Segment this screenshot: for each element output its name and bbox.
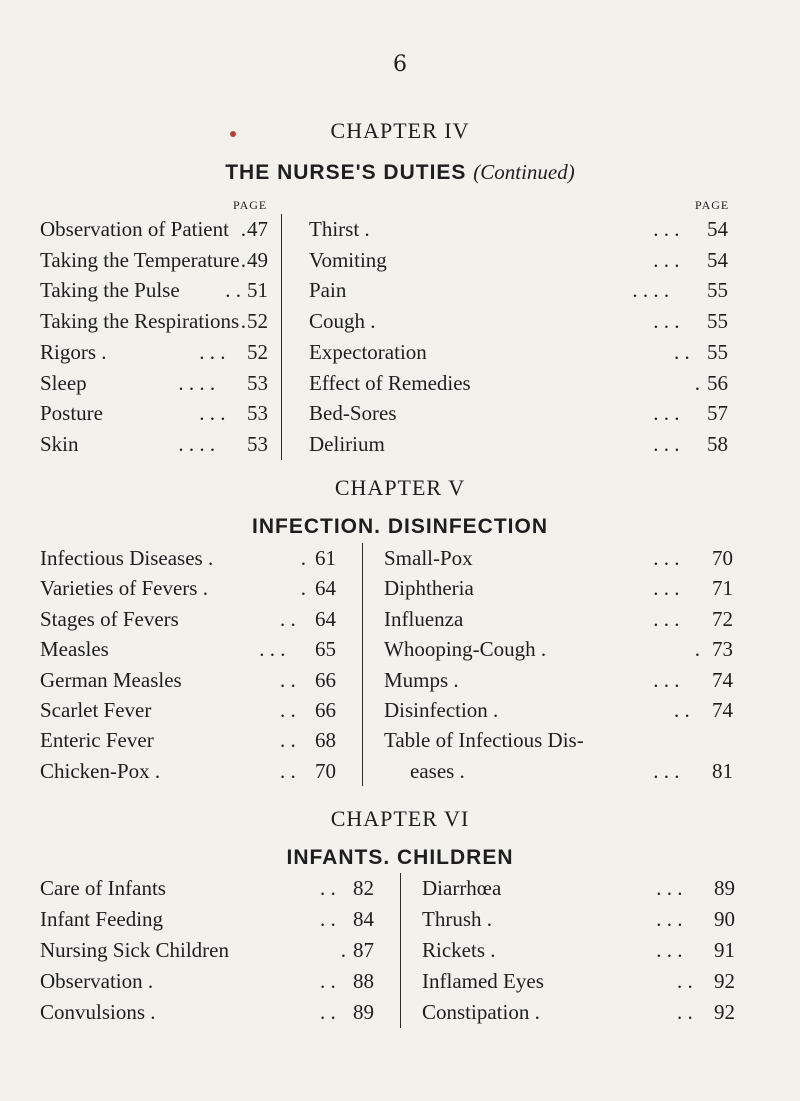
toc-entry-leader: . . . xyxy=(656,938,683,962)
toc-entry-label: Rigors . xyxy=(40,339,107,364)
toc-entry-label: Thrush . xyxy=(422,907,492,931)
toc-entry-page: 70 xyxy=(712,546,733,570)
toc-entry-label: Enteric Fever xyxy=(40,728,154,753)
toc-entry-label: Varieties of Fevers . xyxy=(40,576,208,601)
toc-entry-page: 55 xyxy=(707,339,728,364)
toc-entry xyxy=(422,935,759,965)
toc-entry-label: Table of Infectious Dis- xyxy=(384,728,584,753)
page-header-left: PAGE xyxy=(233,198,268,212)
toc-entry-label: Influenza xyxy=(384,606,464,631)
toc-entry-leader: . xyxy=(240,309,247,334)
toc-entry-label: Expectoration xyxy=(309,339,427,364)
toc-entry xyxy=(384,634,759,664)
toc-entry-label: Convulsions . xyxy=(40,1000,156,1024)
toc-entry-leader: . . xyxy=(677,969,693,993)
toc-entry xyxy=(384,543,759,573)
toc-entry-label: Observation of Patient xyxy=(40,217,229,241)
toc-entry xyxy=(422,997,759,1027)
toc-entry-leader: . . xyxy=(280,606,296,631)
chapter-v-left-column xyxy=(40,543,355,786)
toc-entry xyxy=(309,306,759,336)
toc-entry-page: 91 xyxy=(714,938,735,962)
toc-entry xyxy=(384,695,759,725)
chapter-vi-right-column xyxy=(422,873,759,1028)
toc-entry-page: 72 xyxy=(712,606,733,631)
toc-entry-page: 64 xyxy=(315,606,336,631)
toc-entry-label: Infectious Diseases . xyxy=(40,546,214,570)
toc-entry-page: 70 xyxy=(315,758,336,783)
toc-entry xyxy=(40,665,355,695)
toc-entry xyxy=(309,337,759,367)
toc-entry-label: Thirst . xyxy=(309,217,370,241)
toc-entry xyxy=(40,634,355,664)
toc-entry-page: 54 xyxy=(707,217,728,241)
toc-entry-leader: . . xyxy=(320,969,336,993)
toc-entry-label: Nursing Sick Children xyxy=(40,938,229,962)
toc-entry-label: Bed-Sores xyxy=(309,401,397,426)
toc-entry-leader: . . xyxy=(280,667,296,692)
toc-entry-label: Mumps . xyxy=(384,667,459,692)
toc-entry xyxy=(384,756,759,786)
toc-entry-leader: . . . . xyxy=(632,278,670,303)
toc-entry-label: Whooping-Cough . xyxy=(384,637,547,662)
toc-entry xyxy=(40,725,355,755)
toc-entry xyxy=(422,966,759,996)
toc-entry-leader: . . xyxy=(674,698,690,722)
toc-entry-leader: . . . xyxy=(653,758,680,783)
chapter-vi-subtitle: INFANTS. CHILDREN xyxy=(286,846,514,869)
toc-entry xyxy=(40,573,355,603)
toc-entry-leader: . . xyxy=(225,278,241,303)
toc-entry-leader: . . . xyxy=(653,217,680,241)
toc-entry-label: Chicken-Pox . xyxy=(40,758,161,783)
toc-entry-page: 61 xyxy=(315,546,336,570)
toc-entry-leader: . . . xyxy=(653,309,680,334)
toc-entry xyxy=(309,429,759,459)
toc-entry-leader: . . . xyxy=(653,667,680,692)
toc-entry-leader: . . xyxy=(320,907,336,931)
chapter-v-divider xyxy=(362,543,363,786)
page-header-right: PAGE xyxy=(695,198,730,212)
toc-entry-label: Effect of Remedies xyxy=(309,370,471,395)
toc-entry-label: Inflamed Eyes xyxy=(422,969,544,993)
toc-entry-leader: . . xyxy=(280,728,296,753)
toc-entry-page: 89 xyxy=(714,876,735,900)
toc-entry-label: Skin xyxy=(40,431,79,456)
toc-entry-page: 56 xyxy=(707,370,728,395)
toc-entry-label: Diphtheria xyxy=(384,576,474,601)
chapter-iv-subtitle xyxy=(0,160,800,185)
toc-entry-page: 49 xyxy=(247,247,268,272)
toc-entry xyxy=(40,245,275,275)
toc-entry-page: 92 xyxy=(714,1000,735,1024)
toc-entry-label: Posture xyxy=(40,401,103,426)
toc-entry-leader: . . xyxy=(280,698,296,722)
toc-entry-page: 53 xyxy=(247,370,268,395)
toc-entry xyxy=(40,337,275,367)
toc-entry-label: Care of Infants xyxy=(40,876,166,900)
toc-entry-label: Taking the Pulse xyxy=(40,278,180,303)
toc-entry-label: Delirium xyxy=(309,431,385,456)
toc-entry-page: 47 xyxy=(247,217,268,241)
toc-entry-page: 84 xyxy=(353,907,374,931)
toc-entry-page: 53 xyxy=(247,401,268,426)
toc-entry-label: Sleep xyxy=(40,370,87,395)
toc-entry-label: Infant Feeding xyxy=(40,907,164,931)
toc-entry xyxy=(309,398,759,428)
toc-entry xyxy=(384,665,759,695)
toc-entry-leader: . . . xyxy=(199,401,226,426)
chapter-iv-right-column xyxy=(309,214,759,460)
toc-entry xyxy=(309,245,759,275)
toc-entry-leader: . . xyxy=(280,758,296,783)
toc-entry xyxy=(40,997,395,1027)
toc-entry-page: 51 xyxy=(247,278,268,303)
toc-entry-label: Stages of Fevers xyxy=(40,606,179,631)
toc-entry xyxy=(40,306,275,336)
toc-entry-page: 89 xyxy=(353,1000,374,1024)
toc-entry xyxy=(40,966,395,996)
toc-entry xyxy=(40,543,355,573)
toc-entry-leader: . . . xyxy=(653,401,680,426)
toc-entry-page: 74 xyxy=(712,667,733,692)
toc-entry-leader: . xyxy=(300,576,307,601)
toc-entry xyxy=(309,368,759,398)
toc-entry-leader: . . . xyxy=(259,637,286,662)
toc-entry xyxy=(40,935,395,965)
toc-entry-label: Measles xyxy=(40,637,109,662)
toc-entry xyxy=(40,695,355,725)
toc-entry-leader: . . . xyxy=(653,431,680,456)
toc-entry xyxy=(384,573,759,603)
toc-entry-label: Small-Pox xyxy=(384,546,473,570)
toc-entry-page: 82 xyxy=(353,876,374,900)
toc-entry xyxy=(40,368,275,398)
toc-entry-label: Vomiting xyxy=(309,247,387,272)
toc-entry-leader: . . xyxy=(320,876,336,900)
toc-entry xyxy=(40,873,395,903)
toc-entry xyxy=(40,275,275,305)
toc-entry-leader: . xyxy=(240,247,247,272)
toc-entry xyxy=(40,756,355,786)
toc-entry-page: 52 xyxy=(247,309,268,334)
toc-entry-label: German Measles xyxy=(40,667,182,692)
chapter-vi-title: CHAPTER VI xyxy=(330,806,470,831)
toc-entry-page: 66 xyxy=(315,667,336,692)
toc-entry-page: 73 xyxy=(712,637,733,662)
toc-entry-leader: . xyxy=(694,637,701,662)
toc-entry-leader: . . . xyxy=(653,247,680,272)
toc-entry-page: 55 xyxy=(707,309,728,334)
toc-entry xyxy=(40,398,275,428)
toc-entry xyxy=(309,275,759,305)
toc-entry-leader: . . . . xyxy=(178,370,216,395)
toc-entry-page: 90 xyxy=(714,907,735,931)
toc-entry-leader: . . xyxy=(674,339,690,364)
chapter-v-right-column xyxy=(384,543,759,786)
toc-entry-label: eases . xyxy=(410,758,465,783)
toc-entry-leader: . . xyxy=(677,1000,693,1024)
toc-entry xyxy=(40,604,355,634)
toc-entry-page: 64 xyxy=(315,576,336,601)
chapter-iv-subtitle-note: (Continued) xyxy=(473,160,575,184)
chapter-iv-subtitle-text: THE NURSE'S DUTIES xyxy=(225,161,467,184)
chapter-v-subtitle: INFECTION. DISINFECTION xyxy=(252,515,548,538)
toc-entry-label: Scarlet Fever xyxy=(40,698,152,722)
toc-entry-label: Pain xyxy=(309,278,347,303)
toc-entry-leader: . . xyxy=(320,1000,336,1024)
toc-entry xyxy=(40,214,275,244)
toc-entry-leader: . xyxy=(340,938,347,962)
chapter-vi-divider xyxy=(400,873,401,1028)
toc-entry-page: 53 xyxy=(247,431,268,456)
toc-entry xyxy=(384,725,759,755)
toc-entry xyxy=(40,904,395,934)
toc-entry-leader: . . . xyxy=(656,907,683,931)
toc-entry-label: Rickets . xyxy=(422,938,496,962)
toc-entry-leader: . . . xyxy=(653,606,680,631)
toc-entry-leader: . . . xyxy=(656,876,683,900)
toc-entry-page: 92 xyxy=(714,969,735,993)
toc-entry-leader: . xyxy=(694,370,701,395)
toc-entry xyxy=(40,429,275,459)
chapter-iv-title: CHAPTER IV xyxy=(330,118,470,143)
toc-entry-leader: . . . xyxy=(199,339,226,364)
toc-entry-page: 87 xyxy=(353,938,374,962)
toc-entry-page: 66 xyxy=(315,698,336,722)
toc-entry-page: 54 xyxy=(707,247,728,272)
toc-entry xyxy=(384,604,759,634)
toc-entry-label: Observation . xyxy=(40,969,154,993)
toc-entry-page: 71 xyxy=(712,576,733,601)
toc-entry xyxy=(309,214,759,244)
toc-entry-page: 68 xyxy=(315,728,336,753)
toc-entry-leader: . xyxy=(300,546,307,570)
chapter-iv-left-column xyxy=(40,214,275,460)
toc-entry xyxy=(422,873,759,903)
toc-entry-page: 88 xyxy=(353,969,374,993)
toc-entry-leader: . . . xyxy=(653,576,680,601)
toc-entry-page: 58 xyxy=(707,431,728,456)
toc-entry-page: 55 xyxy=(707,278,728,303)
toc-entry-label: Constipation . xyxy=(422,1000,540,1024)
toc-entry-leader: . xyxy=(240,217,247,241)
toc-entry-page: 65 xyxy=(315,637,336,662)
toc-entry-label: Diarrhœa xyxy=(422,876,502,900)
toc-entry-leader: . . . xyxy=(653,546,680,570)
toc-entry xyxy=(422,904,759,934)
toc-entry-label: Taking the Respirations xyxy=(40,309,240,334)
page-number: 6 xyxy=(393,52,407,77)
toc-entry-page: 52 xyxy=(247,339,268,364)
toc-entry-page: 74 xyxy=(712,698,733,722)
toc-entry-label: Disinfection . xyxy=(384,698,499,722)
chapter-v-title: CHAPTER V xyxy=(334,475,466,500)
toc-entry-leader: . . . . xyxy=(178,431,216,456)
toc-entry-label: Taking the Temperature xyxy=(40,247,240,272)
toc-entry-page: 81 xyxy=(712,758,733,783)
toc-entry-label: Cough . xyxy=(309,309,376,334)
chapter-vi-left-column xyxy=(40,873,395,1028)
toc-entry-page: 57 xyxy=(707,401,728,426)
chapter-iv-divider xyxy=(281,214,282,460)
